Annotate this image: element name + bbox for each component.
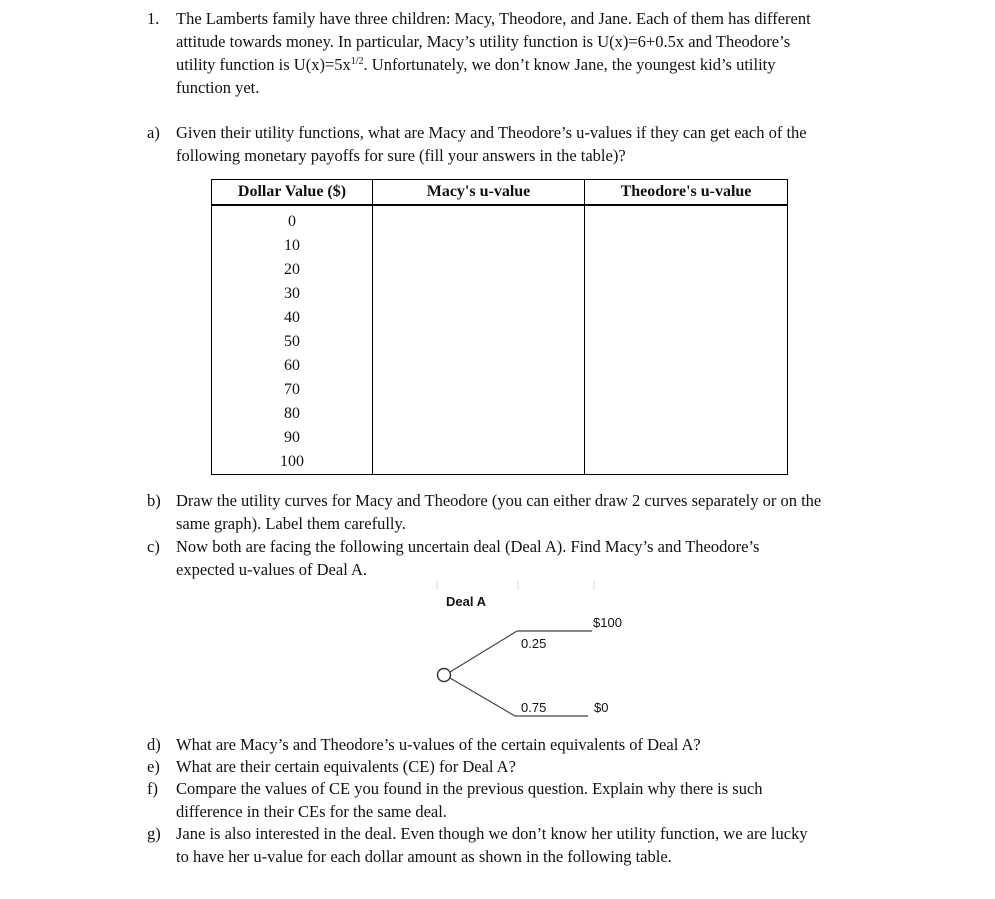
dollar-value-cell: 0 (288, 213, 296, 230)
upper-probability: 0.25 (521, 636, 547, 651)
question-number: 1. (147, 9, 160, 28)
part-a-text-line-1: Given their utility functions, what are Macy and Theodore’s u-values if they can get each of the (176, 123, 807, 142)
dollar-value-cell: 40 (284, 309, 300, 326)
dollar-value-cell: 50 (284, 333, 300, 350)
header-dollar-value: Dollar Value ($) (212, 180, 373, 206)
part-f-label: f) (147, 779, 158, 798)
upper-payoff: $100 (593, 615, 622, 630)
upper-branch (450, 631, 517, 672)
lower-branch (450, 678, 515, 716)
part-b-text-line-1: Draw the utility curves for Macy and Theodore (you can either draw 2 curves separately or on the (176, 491, 822, 510)
dollar-value-cell: 20 (284, 261, 300, 278)
part-g-label: g) (147, 824, 161, 843)
part-g-text-line-1: Jane is also interested in the deal. Even though we don’t know her utility function, we are lucky (176, 824, 808, 843)
part-a-label: a) (147, 123, 160, 142)
part-e-text: What are their certain equivalents (CE) for Deal A? (176, 757, 516, 776)
dollar-value-cell: 60 (284, 357, 300, 374)
part-b-text-line-2: same graph). Label them carefully. (176, 514, 406, 533)
header-macy-u-value: Macy's u-value (373, 180, 585, 206)
part-e-label: e) (147, 757, 160, 776)
theodore-utility-text: utility function is U(x)=5x (176, 55, 351, 74)
dollar-value-cell: 80 (284, 405, 300, 422)
header-theodore-u-value: Theodore's u-value (585, 180, 788, 206)
part-c-text-line-2: expected u-values of Deal A. (176, 560, 368, 579)
part-a-text-line-2: following monetary payoffs for sure (fill your answers in the table)? (176, 146, 626, 165)
part-f-text-line-2: difference in their CEs for the same deal. (176, 802, 447, 821)
dollar-value-cell: 100 (280, 453, 304, 470)
lower-probability: 0.75 (521, 700, 547, 715)
question-text-line-3-end: . Unfortunately, we don’t know Jane, the youngest kid’s utility (363, 55, 776, 74)
dollar-value-cell: 70 (284, 381, 300, 398)
question-text-line-2: attitude towards money. In particular, Macy’s utility function is U(x)=6+0.5x and Theodore’s (176, 32, 791, 51)
chance-node (438, 669, 451, 682)
part-c-label: c) (147, 537, 160, 556)
part-b-label: b) (147, 491, 161, 510)
exponent-superscript: 1/2 (350, 56, 364, 67)
question-text-line-4: function yet. (176, 78, 260, 97)
dollar-value-cell: 90 (284, 429, 300, 446)
lower-payoff: $0 (594, 700, 609, 715)
deal-a-title: Deal A (446, 594, 486, 609)
part-g-text-line-2: to have her u-value for each dollar amount as shown in the following table. (176, 847, 672, 866)
part-d-label: d) (147, 735, 161, 754)
dollar-value-cell: 30 (284, 285, 300, 302)
dollar-value-cell: 10 (284, 237, 300, 254)
part-d-text: What are Macy’s and Theodore’s u-values of the certain equivalents of Deal A? (176, 735, 701, 754)
part-c-text-line-1: Now both are facing the following uncertain deal (Deal A). Find Macy’s and Theodore’s (176, 537, 760, 556)
part-f-text-line-1: Compare the values of CE you found in the previous question. Explain why there is such (176, 779, 763, 798)
question-text-line-1: The Lamberts family have three children: Macy, Theodore, and Jane. Each of them has different (176, 9, 811, 28)
